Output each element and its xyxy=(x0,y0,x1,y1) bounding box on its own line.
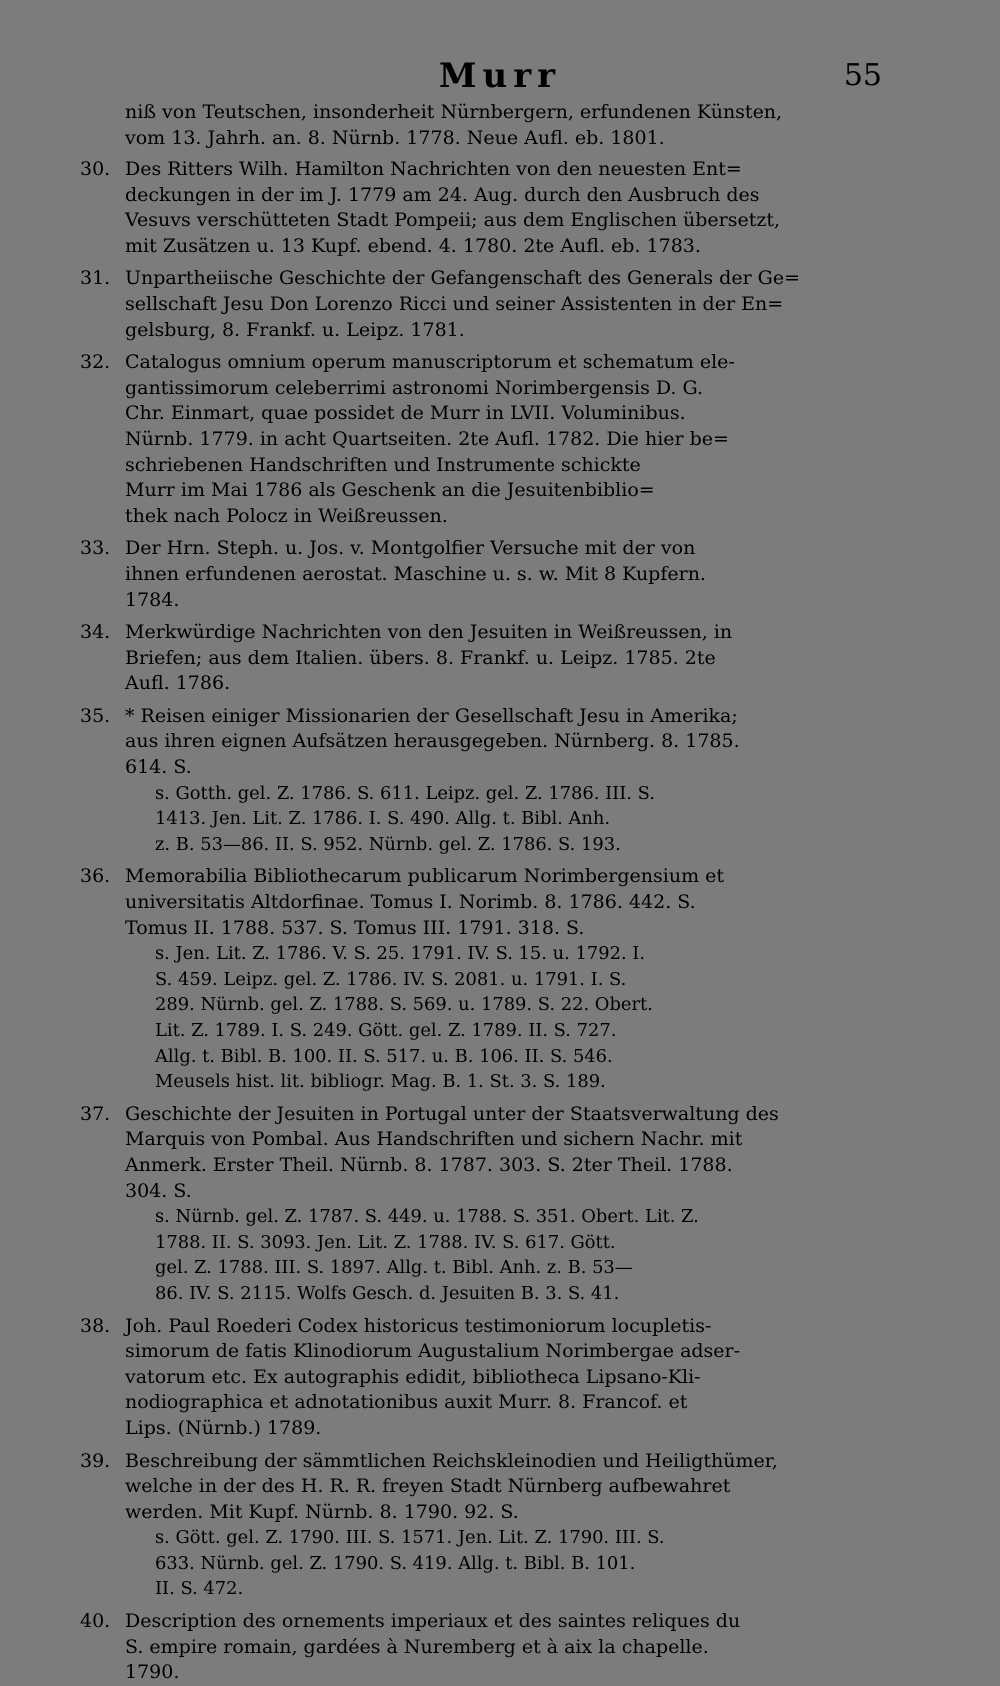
entry-body xyxy=(125,864,885,1094)
text-line: schriebenen Handschriften und Instrumente schickte xyxy=(125,453,641,476)
text-line: gelsburg, 8. Frankf. u. Leipz. 1781. xyxy=(125,318,465,341)
continued-entry xyxy=(125,100,881,151)
text-line: welche in der des H. R. R. freyen Stadt Nürnberg aufbewahret xyxy=(125,1475,731,1498)
review-reference-line: 289. Nürnb. gel. Z. 1788. S. 569. u. 1789. S. 22. Obert. xyxy=(155,994,653,1016)
text-line: Der Hrn. Steph. u. Jos. v. Montgolfier Versuche mit der von xyxy=(125,537,696,560)
review-reference-line: 1788. II. S. 3093. Jen. Lit. Z. 1788. IV. S. 617. Gött. xyxy=(155,1231,616,1253)
review-reference-line: 633. Nürnb. gel. Z. 1790. S. 419. Allg. t. Bibl. B. 101. xyxy=(155,1552,636,1574)
bibliography-entry xyxy=(0,1609,1000,1686)
bibliography-entry xyxy=(0,864,1000,1094)
entry-number: 35. xyxy=(80,704,111,727)
entry-body xyxy=(125,350,885,529)
text-line: vatorum etc. Ex autographis edidit, bibliotheca Lipsano-Kli- xyxy=(125,1365,701,1388)
text-line: Memorabilia Bibliothecarum publicarum Norimbergensium et xyxy=(125,865,725,888)
text-line: Joh. Paul Roederi Codex historicus testimoniorum locupletis- xyxy=(125,1314,712,1337)
text-line: mit Zusätzen u. 13 Kupf. ebend. 4. 1780. 2te Aufl. eb. 1783. xyxy=(125,234,701,257)
text-line: Geschichte der Jesuiten in Portugal unter der Staatsverwaltung des xyxy=(125,1102,779,1125)
text-line: Aufl. 1786. xyxy=(125,672,231,695)
text-line: Description des ornements imperiaux et des saintes reliques du xyxy=(125,1610,741,1633)
running-title: Murr xyxy=(438,56,562,96)
text-line: * Reisen einiger Missionarien der Gesellschaft Jesu in Amerika; xyxy=(125,704,738,727)
bibliography-entry xyxy=(0,266,1000,343)
text-line: nodiographica et adnotationibus auxit Murr. 8. Francof. et xyxy=(125,1391,688,1414)
text-line: werden. Mit Kupf. Nürnb. 8. 1790. 92. S. xyxy=(125,1500,519,1523)
entry-body xyxy=(125,536,885,613)
review-reference-line: z. B. 53—86. II. S. 952. Nürnb. gel. Z. 1786. S. 193. xyxy=(155,833,621,855)
text-line: Unpartheiische Geschichte der Gefangenschaft des Generals der Ge= xyxy=(125,267,801,290)
review-reference-line: Allg. t. Bibl. B. 100. II. S. 517. u. B. 106. II. S. 546. xyxy=(155,1045,613,1067)
text-line: vom 13. Jahrh. an. 8. Nürnb. 1778. Neue Aufl. eb. 1801. xyxy=(125,126,665,149)
text-line: simorum de fatis Klinodiorum Augustalium Norimbergae adser- xyxy=(125,1340,741,1363)
entry-number: 40. xyxy=(80,1610,111,1633)
bibliography-entry xyxy=(0,1314,1000,1442)
bibliography-entry xyxy=(0,704,1000,858)
review-reference-line: Lit. Z. 1789. I. S. 249. Gött. gel. Z. 1789. II. S. 727. xyxy=(155,1020,617,1041)
bibliography-entry xyxy=(0,157,1000,259)
entry-list xyxy=(0,157,1000,1686)
text-line: Beschreibung der sämmtlichen Reichskleinodien und Heiligthümer, xyxy=(125,1449,778,1472)
text-line: Tomus II. 1788. 537. S. Tomus III. 1791. 318. S. xyxy=(125,916,585,939)
page-number: 55 xyxy=(843,58,882,93)
text-line: Murr im Mai 1786 als Geschenk an die Jesuitenbiblio= xyxy=(125,479,655,502)
text-line: aus ihren eignen Aufsätzen herausgegeben. Nürnberg. 8. 1785. xyxy=(125,730,740,753)
text-line: 614. S. xyxy=(125,756,192,779)
text-line: Des Ritters Wilh. Hamilton Nachrichten von den neuesten Ent= xyxy=(125,158,742,180)
review-reference-line: 1413. Jen. Lit. Z. 1786. I. S. 490. Allg. t. Bibl. Anh. xyxy=(155,808,611,830)
text-line: thek nach Polocz in Weißreussen. xyxy=(125,504,448,527)
entry-body xyxy=(125,704,885,858)
review-reference-line: s. Gotth. gel. Z. 1786. S. 611. Leipz. gel. Z. 1786. III. S. xyxy=(155,782,655,804)
entry-body xyxy=(125,1449,885,1603)
review-reference-line: II. S. 472. xyxy=(155,1578,244,1600)
text-line: 1784. xyxy=(125,588,180,611)
entry-number: 34. xyxy=(80,621,111,644)
text-line: niß von Teutschen, insonderheit Nürnbergern, erfundenen Künsten, xyxy=(125,101,783,123)
text-line: deckungen in der im J. 1779 am 24. Aug. durch den Ausbruch des xyxy=(125,183,760,206)
entry-body xyxy=(125,1609,885,1686)
entry-body xyxy=(125,620,885,697)
text-line: Briefen; aus dem Italien. übers. 8. Frankf. u. Leipz. 1785. 2te xyxy=(125,646,716,669)
bibliography-entry xyxy=(0,1102,1000,1307)
text-line: Merkwürdige Nachrichten von den Jesuiten in Weißreussen, in xyxy=(125,621,733,644)
text-line: Chr. Einmart, quae possidet de Murr in LVII. Voluminibus. xyxy=(125,402,686,425)
text-line: S. empire romain, gardées à Nuremberg et à aix la chapelle. xyxy=(125,1635,709,1658)
bibliography-entry xyxy=(0,350,1000,529)
review-reference-line: gel. Z. 1788. III. S. 1897. Allg. t. Bibl. Anh. z. B. 53— xyxy=(155,1257,633,1279)
text-line: universitatis Altdorfinae. Tomus I. Norimb. 8. 1786. 442. S. xyxy=(125,891,696,914)
entry-number: 38. xyxy=(80,1314,111,1337)
entry-body xyxy=(125,266,885,343)
entry-number: 37. xyxy=(80,1102,111,1125)
text-line: Vesuvs verschütteten Stadt Pompeii; aus dem Englischen übersetzt, xyxy=(125,209,781,232)
text-line: Lips. (Nürnb.) 1789. xyxy=(125,1416,322,1439)
text-line: gantissimorum celeberrimi astronomi Norimbergensis D. G. xyxy=(125,376,704,399)
review-reference-line: s. Nürnb. gel. Z. 1787. S. 449. u. 1788. S. 351. Obert. Lit. Z. xyxy=(155,1206,699,1228)
bibliography-entry xyxy=(0,620,1000,697)
review-reference-line: s. Gött. gel. Z. 1790. III. S. 1571. Jen. Lit. Z. 1790. III. S. xyxy=(155,1527,665,1549)
entry-number: 36. xyxy=(80,865,111,888)
review-reference-line: s. Jen. Lit. Z. 1786. V. S. 25. 1791. IV. S. 15. u. 1792. I. xyxy=(155,943,646,965)
entry-body xyxy=(125,157,885,259)
entry-number: 39. xyxy=(80,1449,111,1472)
bibliography-entry xyxy=(0,1449,1000,1603)
entry-body xyxy=(125,1314,885,1442)
text-line: Marquis von Pombal. Aus Handschriften und sichern Nachr. mit xyxy=(125,1128,743,1151)
text-line: Nürnb. 1779. in acht Quartseiten. 2te Aufl. 1782. Die hier be= xyxy=(125,427,729,450)
text-line: 1790. xyxy=(125,1661,180,1684)
entry-number: 33. xyxy=(80,537,111,560)
review-reference-line: Meusels hist. lit. bibliogr. Mag. B. 1. St. 3. S. 189. xyxy=(155,1071,606,1093)
text-line: ihnen erfundenen aerostat. Maschine u. s. w. Mit 8 Kupfern. xyxy=(125,562,706,585)
entry-body xyxy=(125,1102,885,1307)
text-line: sellschaft Jesu Don Lorenzo Ricci und seiner Assistenten in der En= xyxy=(125,292,784,315)
text-line: 304. S. xyxy=(125,1179,192,1202)
review-reference-line: 86. IV. S. 2115. Wolfs Gesch. d. Jesuiten B. 3. S. 41. xyxy=(155,1282,620,1304)
text-line: Anmerk. Erster Theil. Nürnb. 8. 1787. 303. S. 2ter Theil. 1788. xyxy=(125,1153,733,1176)
entry-number: 32. xyxy=(80,351,111,374)
bibliography-entry xyxy=(0,536,1000,613)
entry-number: 31. xyxy=(80,267,111,290)
entry-number: 30. xyxy=(80,158,111,180)
page-header xyxy=(0,56,1000,96)
text-line: Catalogus omnium operum manuscriptorum et schematum ele- xyxy=(125,351,735,374)
review-reference-line: S. 459. Leipz. gel. Z. 1786. IV. S. 2081. u. 1791. I. S. xyxy=(155,968,627,990)
